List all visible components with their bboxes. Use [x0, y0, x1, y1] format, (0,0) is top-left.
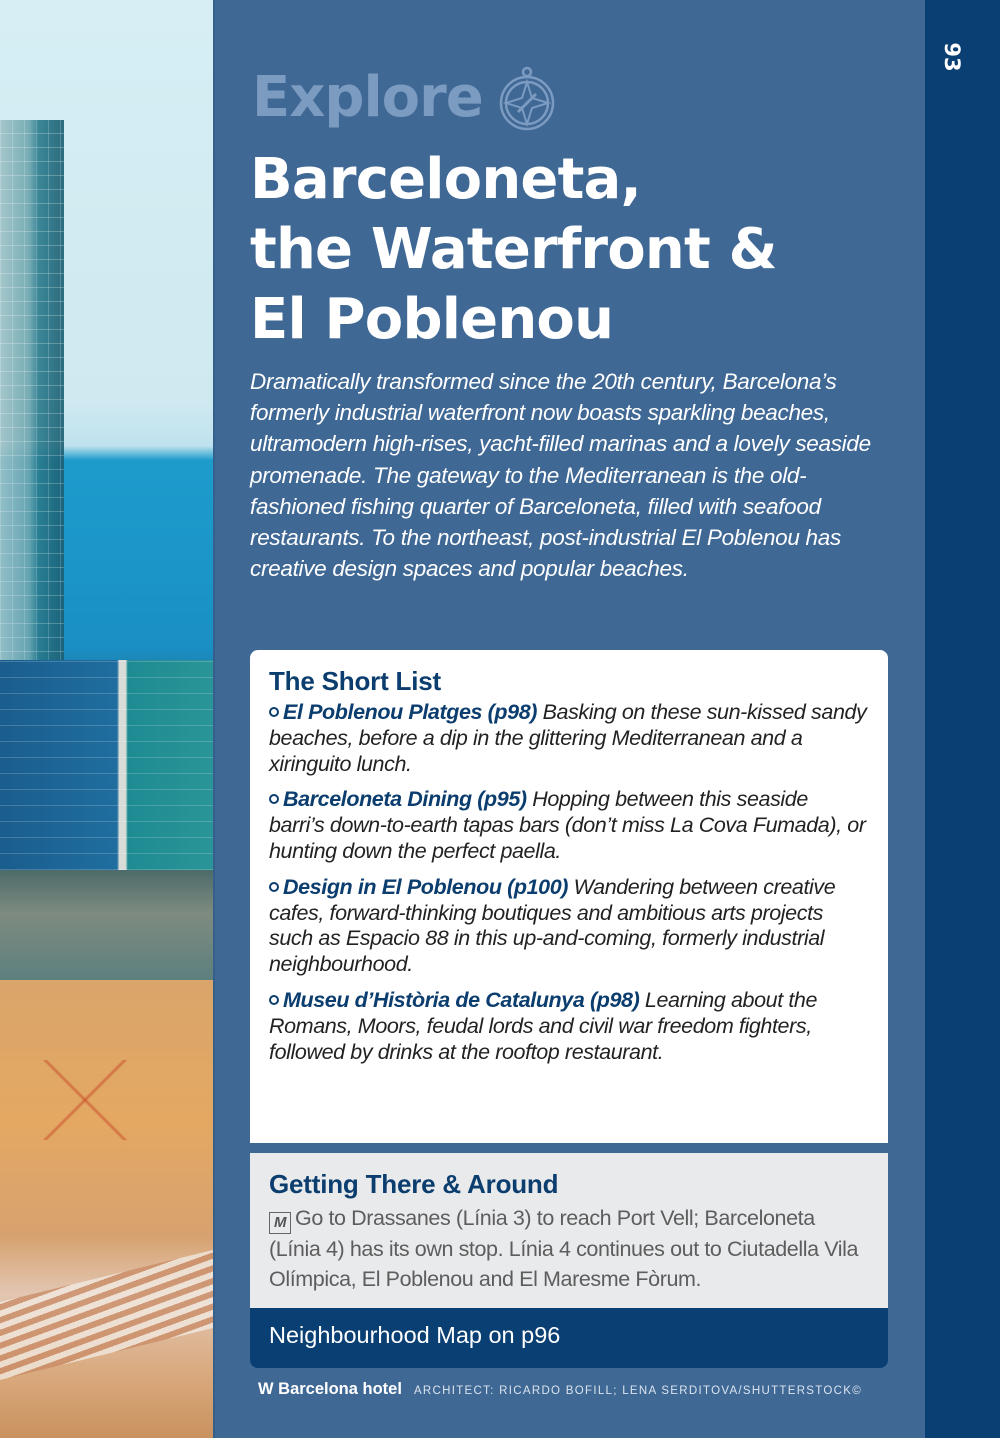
photo-climbing-net	[40, 1060, 130, 1140]
getting-around-text	[269, 1203, 868, 1294]
short-list-item	[269, 700, 868, 777]
title-line-3: El Poblenou	[250, 287, 614, 352]
caption-title: W Barcelona hotel	[258, 1380, 402, 1398]
photo-tower	[0, 120, 64, 680]
short-list-heading: The Short List	[269, 666, 441, 696]
short-list-item-name[interactable]: Museu d’Història de Catalunya (p98)	[283, 987, 640, 1012]
getting-around-section	[250, 1153, 888, 1308]
bullet-icon	[269, 882, 279, 892]
photo-hotel-block	[0, 660, 213, 870]
short-list-item-text: Learning about the Romans, Moors, feudal lords and civil war freedom fighters, followed by drinks at the rooftop restaurant.	[269, 987, 818, 1064]
short-list-item-text: Hopping between this seaside barri’s down-to-earth tapas bars (don’t miss La Cova Fumada), or hunting down the perfect paella.	[269, 787, 866, 863]
explore-label: Explore	[252, 65, 483, 130]
intro-paragraph: Dramatically transformed since the 20th century, Barcelona’s formerly industrial waterfront now boasts sparkling beaches, ultramodern high-rises, yacht-filled marinas and a lovely seaside promenade. The gateway to the Mediterranean is the old-fashioned fishing quarter of Barceloneta, filled with seafood restaurants. To the northeast, post-industrial El Poblenou has creative design spaces and popular beaches.	[250, 369, 871, 582]
short-list-item-name[interactable]: Design in El Poblenou (p100)	[283, 874, 569, 899]
short-list-item-text: Basking on these sun-kissed sandy beaches, before a dip in the glittering Mediterranean and a xiringuito lunch.	[269, 700, 867, 776]
photo-boats	[0, 1250, 213, 1380]
neighbourhood-map-link[interactable]: Neighbourhood Map on p96	[250, 1308, 888, 1368]
bullet-icon	[269, 794, 279, 804]
title-line-2: the Waterfront &	[250, 217, 777, 282]
short-list-section	[250, 650, 888, 1143]
caption-credit: ARCHITECT: RICARDO BOFILL; LENA SERDITOVA/SHUTTERSTOCK©	[413, 1385, 862, 1397]
bullet-icon	[269, 995, 279, 1005]
photo-divider	[213, 0, 215, 1438]
getting-around-body: Go to Drassanes (Línia 3) to reach Port Vell; Barceloneta (Línia 4) has its own stop. Línia 4 continues out to Ciutadella Vila Olímpica, El Poblenou and El Maresme Fòrum.	[269, 1206, 859, 1291]
cover-photo	[0, 0, 213, 1438]
short-list-item	[269, 875, 868, 978]
bullet-icon	[269, 707, 279, 717]
getting-around-heading: Getting There & Around	[269, 1169, 559, 1199]
title-line-1: Barceloneta,	[250, 147, 642, 212]
metro-icon: M	[269, 1212, 291, 1234]
photo-caption	[258, 1380, 862, 1399]
short-list-item	[269, 988, 868, 1065]
info-box	[250, 650, 888, 1368]
short-list-item-text: Wandering between creative cafes, forward-thinking boutiques and ambitious arts projects such as Espacio 88 in this up-and-coming, formerly industrial neighbourhood.	[269, 874, 836, 977]
page-title	[250, 145, 910, 355]
short-list-item	[269, 787, 868, 864]
page-number: 93	[940, 42, 964, 72]
short-list-item-name[interactable]: El Poblenou Platges (p98)	[283, 700, 538, 724]
explore-kicker	[252, 58, 557, 138]
page-spine	[925, 0, 1000, 1438]
compass-icon	[497, 65, 557, 131]
short-list-item-name[interactable]: Barceloneta Dining (p95)	[283, 787, 527, 812]
photo-promenade	[0, 870, 213, 980]
